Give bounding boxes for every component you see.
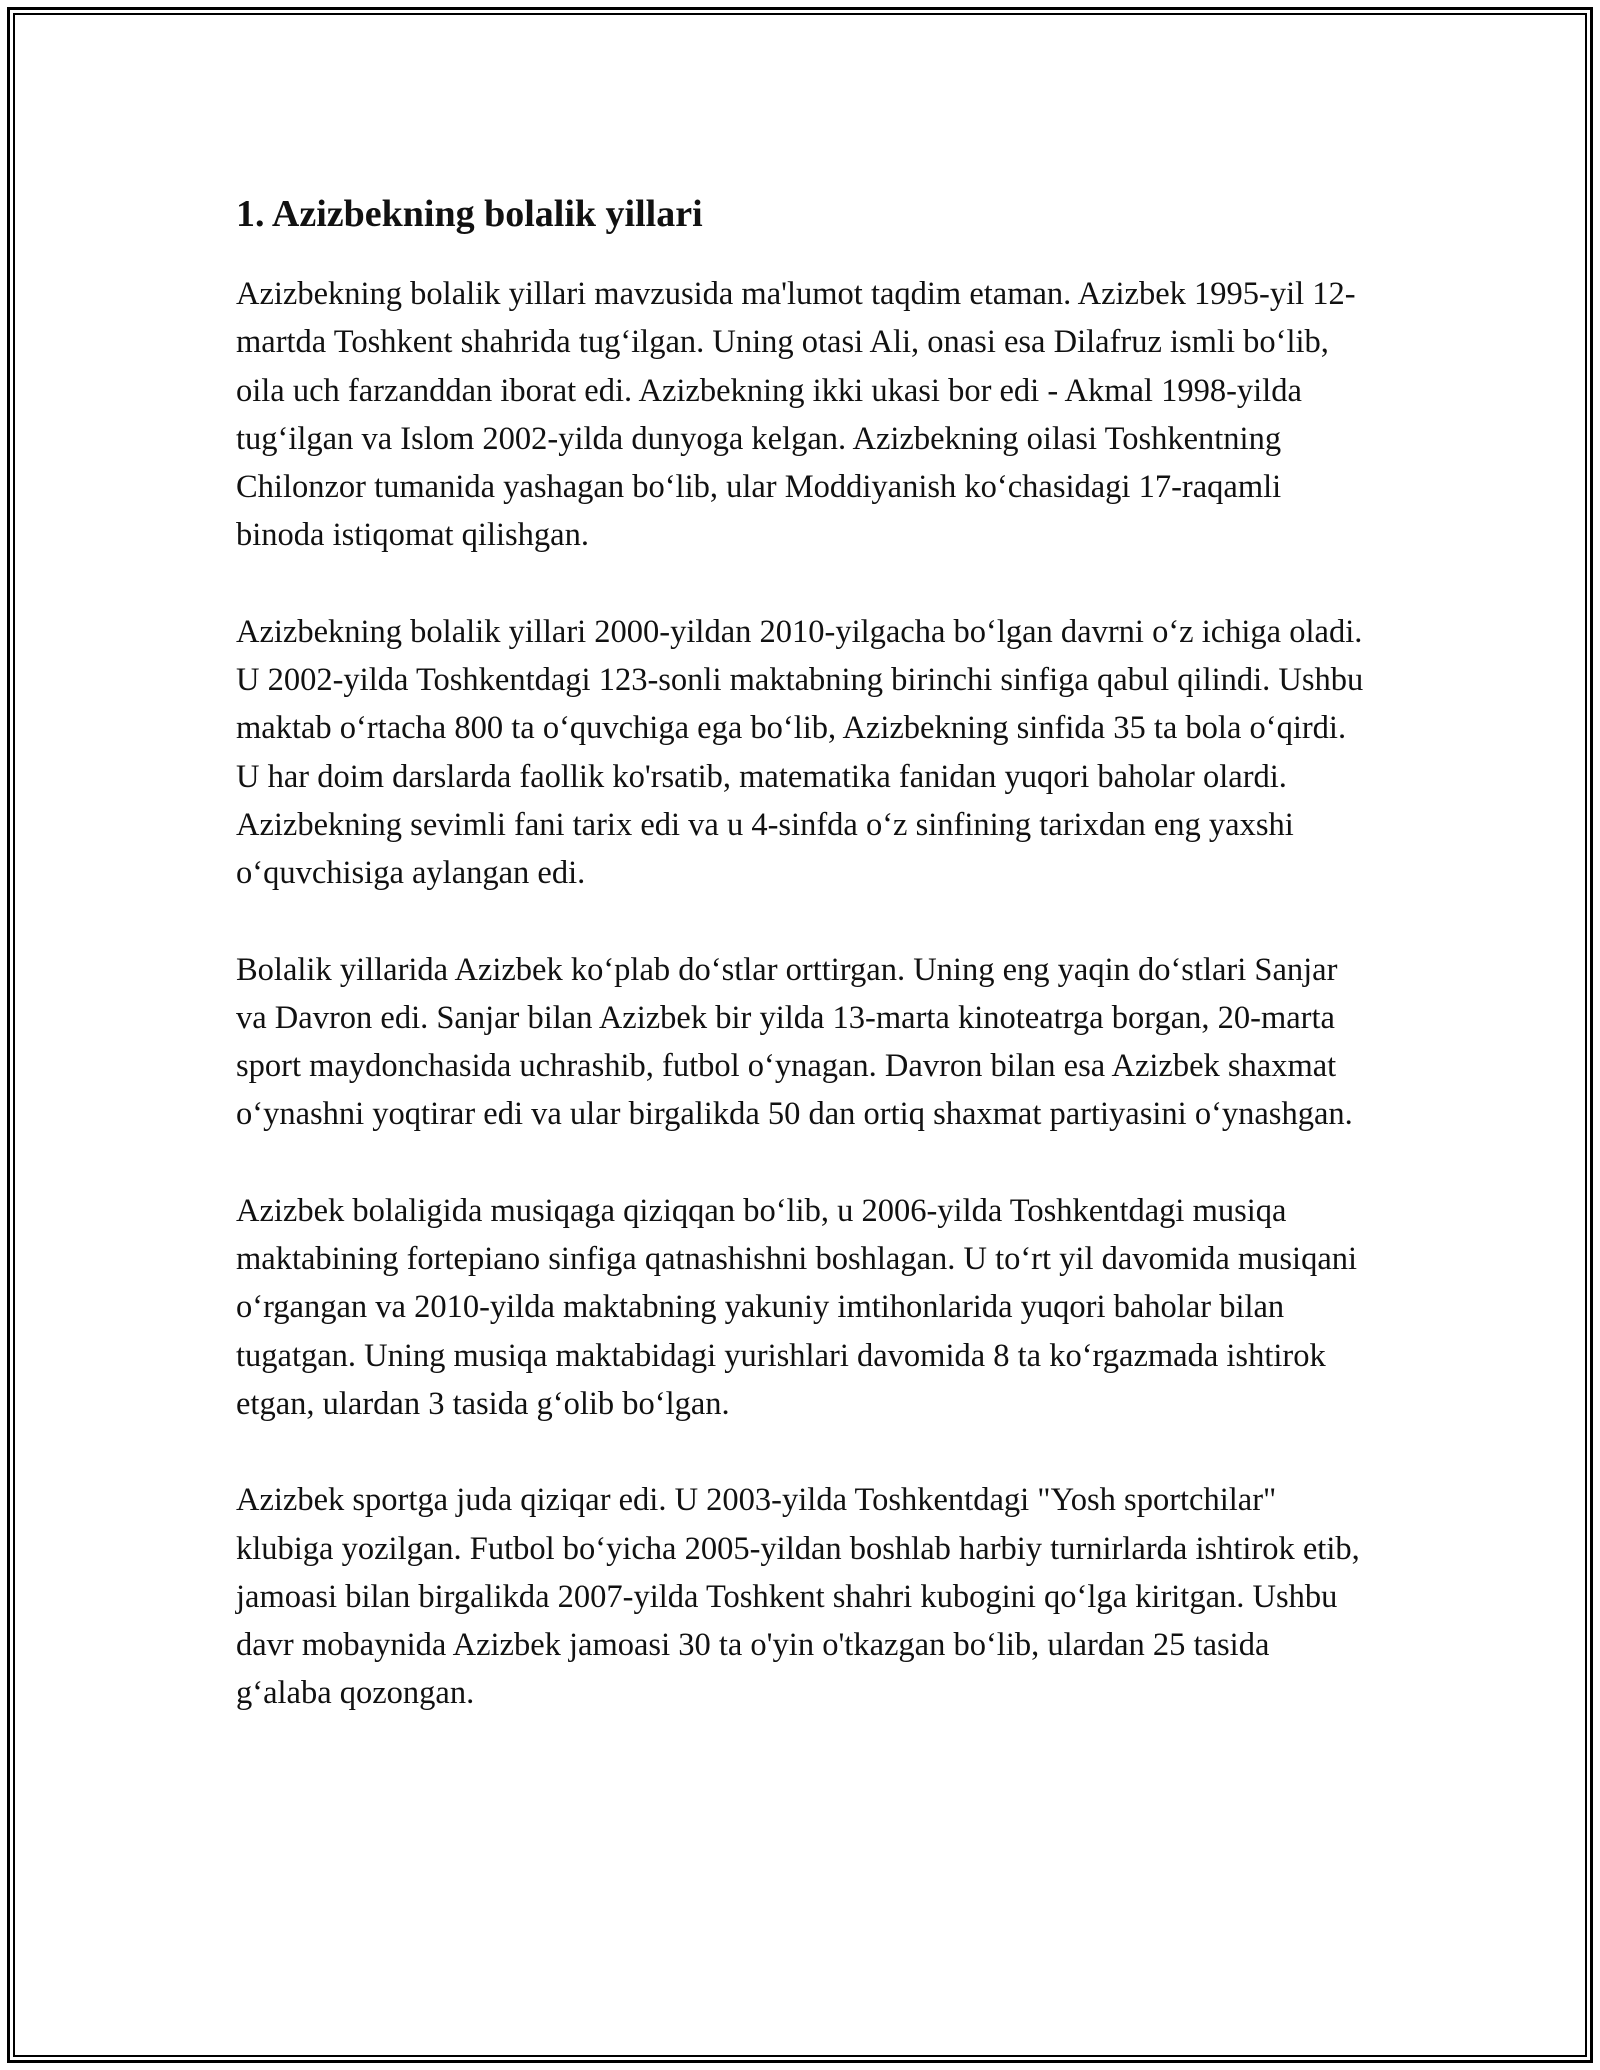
paragraph-friends: Bolalik yillarida Azizbek ko‘plab do‘stlar orttirgan. Uning eng yaqin do‘stlari Sanjar va Davron edi. Sanjar bilan Azizbek bir yilda 13-marta kinoteatrga borgan, 20-marta sport maydonchasida uchrashib, futbol o‘ynagan. Davron bilan esa Azizbek shaxmat o‘ynashni yoqtirar edi va ular birgalikda 50 dan ortiq shaxmat partiyasini o‘ynashgan. [236, 951, 1353, 1133]
document-body [236, 186, 1366, 1766]
paragraph-school: Azizbekning bolalik yillari 2000-yildan 2010-yilgacha bo‘lgan davrni o‘z ichiga oladi. U 2002-yilda Toshkentdagi 123-sonli maktabning birinchi sinfiga qabul qilindi. Ushbu maktab o‘rtacha 800 ta o‘quvchiga ega bo‘lib, Azizbekning sinfida 35 ta bola o‘qirdi. U har doim darslarda faollik ko'rsatib, matematika fanidan yuqori baholar olardi. Azizbekning sevimli fani tarix edi va u 4-sinfda o‘z sinfining tarixdan eng yaxshi o‘quvchisiga aylangan edi. [236, 613, 1364, 892]
paragraph-family: Azizbekning bolalik yillari mavzusida ma'lumot taqdim etaman. Azizbek 1995-yil 12-martda Toshkent shahrida tug‘ilgan. Uning otasi Ali, onasi esa Dilafruz ismli bo‘lib, oila uch farzanddan iborat edi. Azizbekning ikki ukasi bor edi - Akmal 1998-yilda tug‘ilgan va Islom 2002-yilda dunyoga kelgan. Azizbekning oilasi Toshkentning Chilonzor tumanida yashagan bo‘lib, ular Moddiyanish ko‘chasidagi 17-raqamli binoda istiqomat qilishgan. [236, 276, 1356, 554]
paragraph-music: Azizbek bolaligida musiqaga qiziqqan bo‘lib, u 2006-yilda Toshkentdagi musiqa maktabining fortepiano sinfiga qatnashishni boshlagan. U to‘rt yil davomida musiqani o‘rgangan va 2010-yilda maktabning yakuniy imtihonlarida yuqori baholar bilan tugatgan. Uning musiqa maktabidagi yurishlari davomida 8 ta ko‘rgazmada ishtirok etgan, ulardan 3 tasida g‘olib bo‘lgan. [236, 1192, 1358, 1422]
paragraph-sport: Azizbek sportga juda qiziqar edi. U 2003-yilda Toshkentdagi "Yosh sportchilar" klubiga yozilgan. Futbol bo‘yicha 2005-yildan boshlab harbiy turnirlarda ishtirok etib, jamoasi bilan birgalikda 2007-yilda Toshkent shahri kubogini qo‘lga kiritgan. Ushbu davr mobaynida Azizbek jamoasi 30 ta o'yin o'tkazgan bo‘lib, ulardan 25 tasida g‘alaba qozongan. [236, 1482, 1360, 1712]
section-title: 1. Azizbekning bolalik yillari [236, 193, 703, 235]
